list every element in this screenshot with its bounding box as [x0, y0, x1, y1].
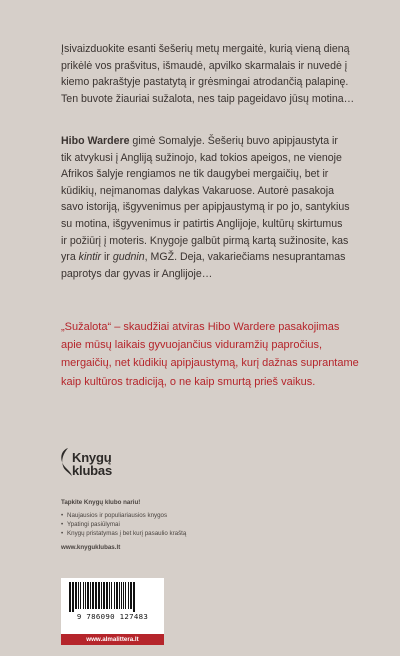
barcode-bar [125, 582, 126, 609]
barcode-bar [121, 582, 122, 609]
barcode-bar [85, 582, 86, 609]
bio-line-rest: gimė Somalyje. Šešerių buvo apipjaustyta ir [129, 135, 338, 147]
barcode-bar [106, 582, 108, 609]
bio-line: ir požiūrį į moteris. Knygoje galbūt pirmą kartą sužinosite, kas [61, 234, 349, 247]
bio-line: paprotys dar gyvas ir Anglijoje… [61, 267, 213, 280]
term-gudnin: gudnin [112, 251, 145, 264]
barcode-bar [116, 582, 118, 609]
barcode-bar [92, 582, 94, 609]
barcode-bar [87, 582, 89, 609]
blurb-quote [61, 318, 361, 391]
barcode-bar [133, 582, 135, 612]
barcode-bar [80, 582, 81, 609]
intro-line: Įsivaizduokite esanti šešerių metų mergaitė, kurią vieną dieną [61, 43, 350, 55]
club-benefit: • Knygų pristatymas į bet kurį pasaulio kraštą [61, 529, 361, 538]
knygu-klubas-logo [58, 446, 128, 482]
barcode-bar [90, 582, 91, 609]
bio-line: Afrikos šalyje rengiamos ne tik daugybei mergaičių, bet ir [61, 168, 329, 181]
bio-text: , MGŽ. Deja, vakariečiams nesuprantamas [144, 251, 346, 264]
barcode-bar [75, 582, 77, 609]
club-info [61, 498, 361, 552]
bio-line: savo istoriją, išgyvenimus per apipjaustymą ir po jo, santykius [61, 201, 350, 214]
isbn-digits: 9 786090 127483 [76, 612, 149, 621]
bio-text: yra [61, 251, 79, 264]
isbn-barcode [61, 578, 164, 634]
logo-text-line1: Knygų [72, 450, 112, 465]
club-website: www.knyguklubas.lt [61, 544, 121, 551]
bio-line: tik atvykusi į Angliją sužinojo, kad tokios apeigos, ne vienoje [61, 151, 342, 164]
quote-line: apie mūsų laikais gyvuojančius viduramžių papročius, [61, 339, 323, 352]
barcode-bar [123, 582, 124, 609]
barcode-bar [114, 582, 115, 609]
barcode-bar [83, 582, 84, 609]
barcode-bar [128, 582, 129, 609]
bio-text: ir [101, 251, 113, 264]
logo-text-line2: klubas [72, 463, 112, 478]
barcode-bar [103, 582, 105, 609]
barcode-bar [130, 582, 132, 609]
bio-line [61, 133, 361, 150]
intro-line: kiemo pakraštyje pastatytą ir grėsmingai atrodančią palapinę. [61, 76, 349, 89]
quote-line: „Sužalota“ – skaudžiai atviras Hibo Wardere pasakojimas [61, 321, 340, 333]
bio-line [61, 249, 361, 266]
bio-paragraph [61, 133, 361, 282]
barcode-bar [69, 582, 71, 612]
intro-line: prikėlė vos prašvitus, išmaudė, apvilko skarmalais ir nuvedė į [61, 59, 348, 72]
intro-line: Ten buvote žiauriai sužalota, nes taip pageidavo jūsų motina… [61, 92, 355, 105]
barcode-bar [101, 582, 102, 609]
author-name: Hibo Wardere [61, 135, 130, 147]
bio-line: su motina, išgyvenimus ir patirtis Anglijoje, kultūrų skirtumus [61, 217, 343, 230]
barcode-bar [72, 582, 74, 612]
quote-line: kaip kultūros tradiciją, o ne kaip smurtą prieš vaikus. [61, 375, 316, 388]
barcode-bar [119, 582, 120, 609]
bio-line: kūdikių, neįmanomas dalykas Vakaruose. Autorė pasakoja [61, 184, 335, 197]
publisher-website: www.almalittera.lt [61, 634, 164, 645]
club-benefit: • Naujausios ir populiariausios knygos [61, 511, 361, 520]
intro-paragraph [61, 41, 361, 107]
quote-line: mergaičių, net kūdikių apipjaustymą, kurį dažnas suprantame [61, 357, 359, 370]
barcode-bar [78, 582, 79, 609]
barcode-bar [98, 582, 100, 609]
club-benefit: • Ypatingi pasiūlymai [61, 520, 361, 529]
barcode-bar [95, 582, 97, 609]
term-kintir: kintir [78, 251, 102, 264]
barcode-bar [111, 582, 112, 609]
barcode-bars [67, 582, 158, 612]
club-title: Tapkite Knygų klubo nariu! [61, 499, 141, 506]
barcode-bar [109, 582, 110, 609]
